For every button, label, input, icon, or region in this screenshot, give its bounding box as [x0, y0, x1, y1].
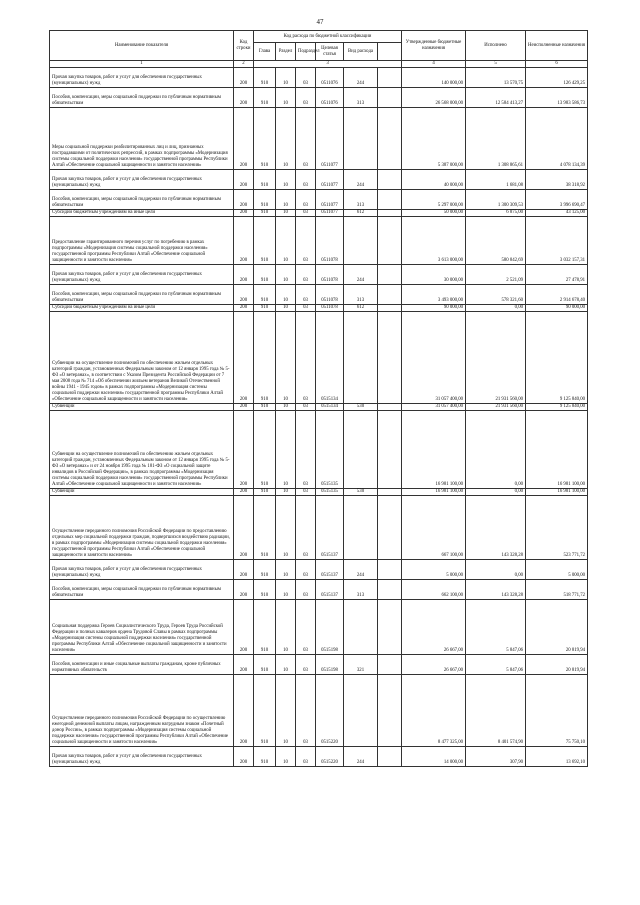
header-executed: Исполнено [466, 31, 526, 61]
row-vid: 313 [344, 87, 378, 107]
row-name: Предоставление гарантированного перечня услуг по погребению в рамках подпрограммы «Модернизация системы социальной поддержки населения» государственной программы Республики Алтай «Обеспечение социальной защищенности и занятости населения» [50, 216, 234, 264]
row-glava: 910 [254, 579, 276, 599]
table-row [50, 599, 588, 654]
row-glava: 910 [254, 189, 276, 209]
row-name: Пособия, компенсации, меры социальной поддержки по публичным нормативным обязательствам [50, 284, 234, 304]
table-row [50, 87, 588, 107]
row-executed: 21 931 560,00 [466, 403, 526, 410]
row-razdel: 10 [276, 559, 296, 579]
row-vid: 244 [344, 264, 378, 284]
row-celevaya: 0515135 [316, 488, 344, 495]
table-row [50, 209, 588, 216]
row-unexecuted: 9 125 840,00 [526, 403, 588, 410]
row-executed: 8 401 574,90 [466, 674, 526, 746]
row-vid [344, 311, 378, 403]
row-unexecuted: 27 478,91 [526, 264, 588, 284]
col-index-2: 2 [234, 61, 254, 68]
row-approved: 5 387 000,00 [402, 107, 466, 169]
row-razdel: 10 [276, 67, 296, 87]
row-unexecuted: 13 983 586,73 [526, 87, 588, 107]
row-name: Субвенции на осуществление полномочий по обеспечению жильем отдельных категорий граждан, установленных Федеральным законом от 12 января 1995 года № 5-ФЗ «О ветеранах» и от 24 ноября 1995 года № 181-ФЗ «О социальной защите инвалидов в Российской Федерации», в рамках подпрограммы «Модернизация системы социальной поддержки населения» государственной программы Республики Алтай «Обеспечение социальной защищенности и занятости населения» [50, 410, 234, 488]
row-celevaya: 0511078 [316, 284, 344, 304]
header-razdel: Раздел [276, 43, 296, 61]
table-row [50, 107, 588, 169]
table-row [50, 403, 588, 410]
row-approved: 31 057 400,00 [402, 403, 466, 410]
row-celevaya: 0515220 [316, 746, 344, 766]
row-podrazdel: 03 [296, 488, 316, 495]
row-vid [344, 674, 378, 746]
row-code: 200 [234, 654, 254, 674]
row-unexecuted: 16 981 100,00 [526, 488, 588, 495]
col-index-3: 3 [254, 61, 402, 68]
row-podrazdel: 03 [296, 304, 316, 311]
row-podrazdel: 03 [296, 746, 316, 766]
row-podrazdel: 03 [296, 410, 316, 488]
table-row [50, 264, 588, 284]
row-code: 200 [234, 746, 254, 766]
row-executed: 1 681,08 [466, 169, 526, 189]
row-executed: 21 931 560,00 [466, 311, 526, 403]
row-vid: 244 [344, 746, 378, 766]
table-row [50, 304, 588, 311]
row-razdel: 10 [276, 264, 296, 284]
row-name: Меры социальной поддержки реабилитированных лиц и лиц, признанных пострадавшими от политических репрессий, в рамках подпрограммы «Модернизация системы социальной поддержки населения» государственной программы Республики Алтай «Обеспечение социальной защищенности и занятости населения» [50, 107, 234, 169]
row-vid [344, 410, 378, 488]
row-unexecuted: 9 125 840,00 [526, 311, 588, 403]
row-name: Субсидии бюджетным учреждениям на иные цели [50, 209, 234, 216]
row-executed: 1 308 865,61 [466, 107, 526, 169]
row-unexecuted: 518 771,72 [526, 579, 588, 599]
row-glava: 910 [254, 410, 276, 488]
row-vid: 321 [344, 654, 378, 674]
table-row [50, 746, 588, 766]
row-podrazdel: 03 [296, 67, 316, 87]
row-name: Прочая закупка товаров, работ и услуг для обеспечения государственных (муниципальных) нужд [50, 264, 234, 284]
row-vid: 244 [344, 67, 378, 87]
header-podrazdel: Подраздел [296, 43, 316, 61]
row-name: Прочая закупка товаров, работ и услуг для обеспечения государственных (муниципальных) нужд [50, 559, 234, 579]
table-row [50, 67, 588, 87]
row-spacer [378, 87, 402, 107]
row-spacer [378, 599, 402, 654]
row-code: 200 [234, 67, 254, 87]
row-glava: 910 [254, 209, 276, 216]
row-unexecuted: 4 078 134,39 [526, 107, 588, 169]
row-razdel: 10 [276, 495, 296, 559]
row-razdel: 10 [276, 488, 296, 495]
row-glava: 910 [254, 403, 276, 410]
row-celevaya: 0515135 [316, 410, 344, 488]
row-glava: 910 [254, 654, 276, 674]
row-approved: 5 297 000,00 [402, 189, 466, 209]
row-celevaya: 0515220 [316, 674, 344, 746]
table-row [50, 216, 588, 264]
row-razdel: 10 [276, 216, 296, 264]
row-code: 200 [234, 209, 254, 216]
row-podrazdel: 03 [296, 169, 316, 189]
row-vid [344, 495, 378, 559]
table-row [50, 284, 588, 304]
row-podrazdel: 03 [296, 284, 316, 304]
table-row [50, 495, 588, 559]
row-name: Пособия, компенсации, меры социальной поддержки по публичным нормативным обязательствам [50, 87, 234, 107]
row-razdel: 10 [276, 107, 296, 169]
row-unexecuted: 126 429,25 [526, 67, 588, 87]
row-code: 200 [234, 559, 254, 579]
row-executed: 2 521,09 [466, 264, 526, 284]
col-index-5: 5 [466, 61, 526, 68]
row-executed: 12 584 413,27 [466, 87, 526, 107]
row-celevaya: 0515137 [316, 495, 344, 559]
row-approved: 16 981 100,00 [402, 488, 466, 495]
row-code: 200 [234, 216, 254, 264]
row-spacer [378, 410, 402, 488]
row-spacer [378, 674, 402, 746]
row-razdel: 10 [276, 304, 296, 311]
row-celevaya: 0515137 [316, 559, 344, 579]
row-razdel: 10 [276, 599, 296, 654]
row-approved: 31 057 400,00 [402, 311, 466, 403]
row-executed: 5 847,06 [466, 599, 526, 654]
row-code: 200 [234, 403, 254, 410]
row-spacer [378, 488, 402, 495]
row-podrazdel: 03 [296, 559, 316, 579]
page-number: 47 [316, 18, 324, 26]
row-name: Субсидии бюджетным учреждениям на иные цели [50, 304, 234, 311]
row-vid: 313 [344, 189, 378, 209]
row-executed: 1 300 309,53 [466, 189, 526, 209]
row-celevaya: 0511078 [316, 216, 344, 264]
row-spacer [378, 559, 402, 579]
row-code: 200 [234, 284, 254, 304]
row-glava: 910 [254, 599, 276, 654]
row-razdel: 10 [276, 674, 296, 746]
row-razdel: 10 [276, 169, 296, 189]
row-code: 200 [234, 87, 254, 107]
row-vid: 313 [344, 284, 378, 304]
row-spacer [378, 169, 402, 189]
row-spacer [378, 403, 402, 410]
row-podrazdel: 03 [296, 87, 316, 107]
row-podrazdel: 03 [296, 107, 316, 169]
budget-execution-table [49, 30, 588, 767]
row-executed: 143 328,28 [466, 579, 526, 599]
row-unexecuted: 20 819,94 [526, 599, 588, 654]
row-podrazdel: 03 [296, 311, 316, 403]
row-spacer [378, 189, 402, 209]
row-celevaya: 0515134 [316, 311, 344, 403]
row-vid [344, 599, 378, 654]
row-razdel: 10 [276, 87, 296, 107]
table-row [50, 311, 588, 403]
row-code: 200 [234, 488, 254, 495]
row-spacer [378, 495, 402, 559]
row-name: Осуществление переданного полномочия Российской Федерации по предоставлению отдельных мер социальной поддержки граждан, подвергшихся воздействию радиации, в рамках подпрограммы «Модернизация системы социальной поддержки населения» государственной программы Республики Алтай «Обеспечение социальной защищенности и занятости населения» [50, 495, 234, 559]
row-approved: 5 000,00 [402, 559, 466, 579]
row-podrazdel: 03 [296, 209, 316, 216]
row-unexecuted: 5 000,00 [526, 559, 588, 579]
row-unexecuted: 75 750,10 [526, 674, 588, 746]
row-celevaya: 0515198 [316, 599, 344, 654]
header-vid: Вид расхода [344, 43, 378, 61]
row-name: Субвенции [50, 403, 234, 410]
row-celevaya: 0511077 [316, 209, 344, 216]
row-razdel: 10 [276, 579, 296, 599]
row-code: 200 [234, 495, 254, 559]
row-spacer [378, 579, 402, 599]
row-unexecuted: 523 771,72 [526, 495, 588, 559]
table-row [50, 488, 588, 495]
row-name: Прочая закупка товаров, работ и услуг для обеспечения государственных (муниципальных) нужд [50, 746, 234, 766]
row-approved: 26 667,00 [402, 654, 466, 674]
row-spacer [378, 67, 402, 87]
row-glava: 910 [254, 488, 276, 495]
row-executed: 0,00 [466, 559, 526, 579]
row-razdel: 10 [276, 410, 296, 488]
row-razdel: 10 [276, 403, 296, 410]
row-glava: 910 [254, 311, 276, 403]
row-razdel: 10 [276, 284, 296, 304]
row-podrazdel: 03 [296, 403, 316, 410]
row-approved: 90 000,00 [402, 304, 466, 311]
row-code: 200 [234, 674, 254, 746]
row-unexecuted: 2 914 678,40 [526, 284, 588, 304]
row-executed: 0,00 [466, 410, 526, 488]
header-spacer [378, 43, 402, 61]
row-code: 200 [234, 189, 254, 209]
row-podrazdel: 03 [296, 216, 316, 264]
row-podrazdel: 03 [296, 189, 316, 209]
header-celevaya: Целевая статья [316, 43, 344, 61]
row-approved: 14 000,00 [402, 746, 466, 766]
header-code-line: Код строки [234, 31, 254, 61]
row-glava: 910 [254, 674, 276, 746]
row-name: Пособия, компенсации, меры социальной поддержки по публичным нормативным обязательствам [50, 579, 234, 599]
row-name: Пособия, компенсации и иные социальные выплаты гражданам, кроме публичных нормативных обязательств [50, 654, 234, 674]
row-vid [344, 107, 378, 169]
header-unexecuted: Неисполненные назначения [526, 31, 588, 61]
col-index-1: 1 [50, 61, 234, 68]
row-approved: 140 000,00 [402, 67, 466, 87]
row-unexecuted: 38 318,92 [526, 169, 588, 189]
row-name: Пособия, компенсации, меры социальной поддержки по публичным нормативным обязательствам [50, 189, 234, 209]
header-approved: Утвержденные бюджетные назначения [402, 31, 466, 61]
row-executed: 5 847,06 [466, 654, 526, 674]
row-glava: 910 [254, 304, 276, 311]
row-spacer [378, 311, 402, 403]
row-celevaya: 0511078 [316, 264, 344, 284]
row-spacer [378, 284, 402, 304]
row-code: 200 [234, 169, 254, 189]
row-name: Субвенции [50, 488, 234, 495]
row-code: 200 [234, 410, 254, 488]
row-approved: 667 100,00 [402, 495, 466, 559]
row-celevaya: 0515198 [316, 654, 344, 674]
row-code: 200 [234, 579, 254, 599]
row-glava: 910 [254, 264, 276, 284]
row-celevaya: 0511077 [316, 189, 344, 209]
row-glava: 910 [254, 746, 276, 766]
row-code: 200 [234, 107, 254, 169]
table-row [50, 674, 588, 746]
row-podrazdel: 03 [296, 495, 316, 559]
row-podrazdel: 03 [296, 579, 316, 599]
row-vid: 530 [344, 403, 378, 410]
row-glava: 910 [254, 87, 276, 107]
row-glava: 910 [254, 107, 276, 169]
row-unexecuted: 90 000,00 [526, 304, 588, 311]
row-approved: 26 667,00 [402, 599, 466, 654]
col-index-4: 4 [402, 61, 466, 68]
row-vid [344, 216, 378, 264]
row-vid: 244 [344, 169, 378, 189]
row-vid: 612 [344, 304, 378, 311]
row-glava: 910 [254, 67, 276, 87]
row-executed: 307,90 [466, 746, 526, 766]
table-row [50, 559, 588, 579]
row-approved: 50 000,00 [402, 209, 466, 216]
row-approved: 8 477 325,00 [402, 674, 466, 746]
row-razdel: 10 [276, 746, 296, 766]
row-celevaya: 0515134 [316, 403, 344, 410]
row-approved: 662 100,00 [402, 579, 466, 599]
row-podrazdel: 03 [296, 654, 316, 674]
row-glava: 910 [254, 216, 276, 264]
row-executed: 143 328,28 [466, 495, 526, 559]
row-spacer [378, 654, 402, 674]
row-vid: 612 [344, 209, 378, 216]
table-row [50, 169, 588, 189]
row-approved: 30 000,00 [402, 264, 466, 284]
row-name: Прочая закупка товаров, работ и услуг для обеспечения государственных (муниципальных) нужд [50, 67, 234, 87]
row-spacer [378, 209, 402, 216]
row-razdel: 10 [276, 209, 296, 216]
row-podrazdel: 03 [296, 599, 316, 654]
row-vid: 313 [344, 579, 378, 599]
row-celevaya: 0515137 [316, 579, 344, 599]
row-code: 200 [234, 599, 254, 654]
row-glava: 910 [254, 169, 276, 189]
header-glava: Глава [254, 43, 276, 61]
row-code: 200 [234, 311, 254, 403]
row-code: 200 [234, 264, 254, 284]
row-vid: 530 [344, 488, 378, 495]
row-approved: 40 000,00 [402, 169, 466, 189]
table-row [50, 410, 588, 488]
row-name: Осуществление переданного полномочия Российской Федерации по осуществлению ежегодной денежной выплаты лицам, награжденным нагрудным знаком «Почетный донор России», в рамках подпрограммы «Модернизация системы социальной поддержки населения» государственной программы Республики Алтай «Обеспечение социальной защищенности и занятости населения» [50, 674, 234, 746]
row-unexecuted: 20 819,94 [526, 654, 588, 674]
row-glava: 910 [254, 559, 276, 579]
row-spacer [378, 216, 402, 264]
row-approved: 3 613 000,00 [402, 216, 466, 264]
row-executed: 0,00 [466, 304, 526, 311]
row-executed: 13 570,75 [466, 67, 526, 87]
row-razdel: 10 [276, 189, 296, 209]
row-unexecuted: 3 032 157,31 [526, 216, 588, 264]
row-name: Социальная поддержка Героев Социалистического Труда, Героев Труда Российской Федерации и полных кавалеров ордена Трудовой Славы в рамках подпрограммы «Модернизация системы социальной поддержки населения» государственной программы Республики Алтай «Обеспечение социальной защищенности и занятости населения» [50, 599, 234, 654]
row-vid: 244 [344, 559, 378, 579]
row-celevaya: 0511077 [316, 107, 344, 169]
row-unexecuted: 43 125,00 [526, 209, 588, 216]
row-celevaya: 0511076 [316, 67, 344, 87]
row-celevaya: 0511076 [316, 87, 344, 107]
row-razdel: 10 [276, 654, 296, 674]
table-row [50, 579, 588, 599]
column-index-row [50, 61, 588, 68]
row-executed: 580 842,69 [466, 216, 526, 264]
header-budget-code: Код расхода по бюджетной классификации [254, 31, 402, 43]
row-podrazdel: 03 [296, 674, 316, 746]
row-approved: 3 493 000,00 [402, 284, 466, 304]
row-glava: 910 [254, 495, 276, 559]
row-executed: 0,00 [466, 488, 526, 495]
row-celevaya: 0511077 [316, 169, 344, 189]
row-name: Прочая закупка товаров, работ и услуг для обеспечения государственных (муниципальных) нужд [50, 169, 234, 189]
row-approved: 16 981 100,00 [402, 410, 466, 488]
row-spacer [378, 746, 402, 766]
row-unexecuted: 13 692,10 [526, 746, 588, 766]
table-row [50, 654, 588, 674]
col-index-6: 6 [526, 61, 588, 68]
row-unexecuted: 16 981 100,00 [526, 410, 588, 488]
row-spacer [378, 264, 402, 284]
row-spacer [378, 107, 402, 169]
row-name: Субвенции на осуществление полномочий по обеспечению жильем отдельных категорий граждан, установленных Федеральным законом от 12 января 1995 года № 5-ФЗ «О ветеранах», в соответствии с Указом Президента Российской Федерации от 7 мая 2008 года № 714 «Об обеспечении жильем ветеранов Великой Отечественной войны 1941 - 1945 годов» в рамках подпрограммы «Модернизация системы социальной поддержки населения» государственной программы Республики Алтай «Обеспечение социальной защищенности и занятости населения» [50, 311, 234, 403]
table-row [50, 189, 588, 209]
row-approved: 26 568 000,00 [402, 87, 466, 107]
row-executed: 578 321,60 [466, 284, 526, 304]
header-name: Наименование показателя [50, 31, 234, 61]
row-podrazdel: 03 [296, 264, 316, 284]
row-code: 200 [234, 304, 254, 311]
row-executed: 6 875,00 [466, 209, 526, 216]
row-celevaya: 0511078 [316, 304, 344, 311]
row-razdel: 10 [276, 311, 296, 403]
row-spacer [378, 304, 402, 311]
row-unexecuted: 3 996 690,47 [526, 189, 588, 209]
row-glava: 910 [254, 284, 276, 304]
